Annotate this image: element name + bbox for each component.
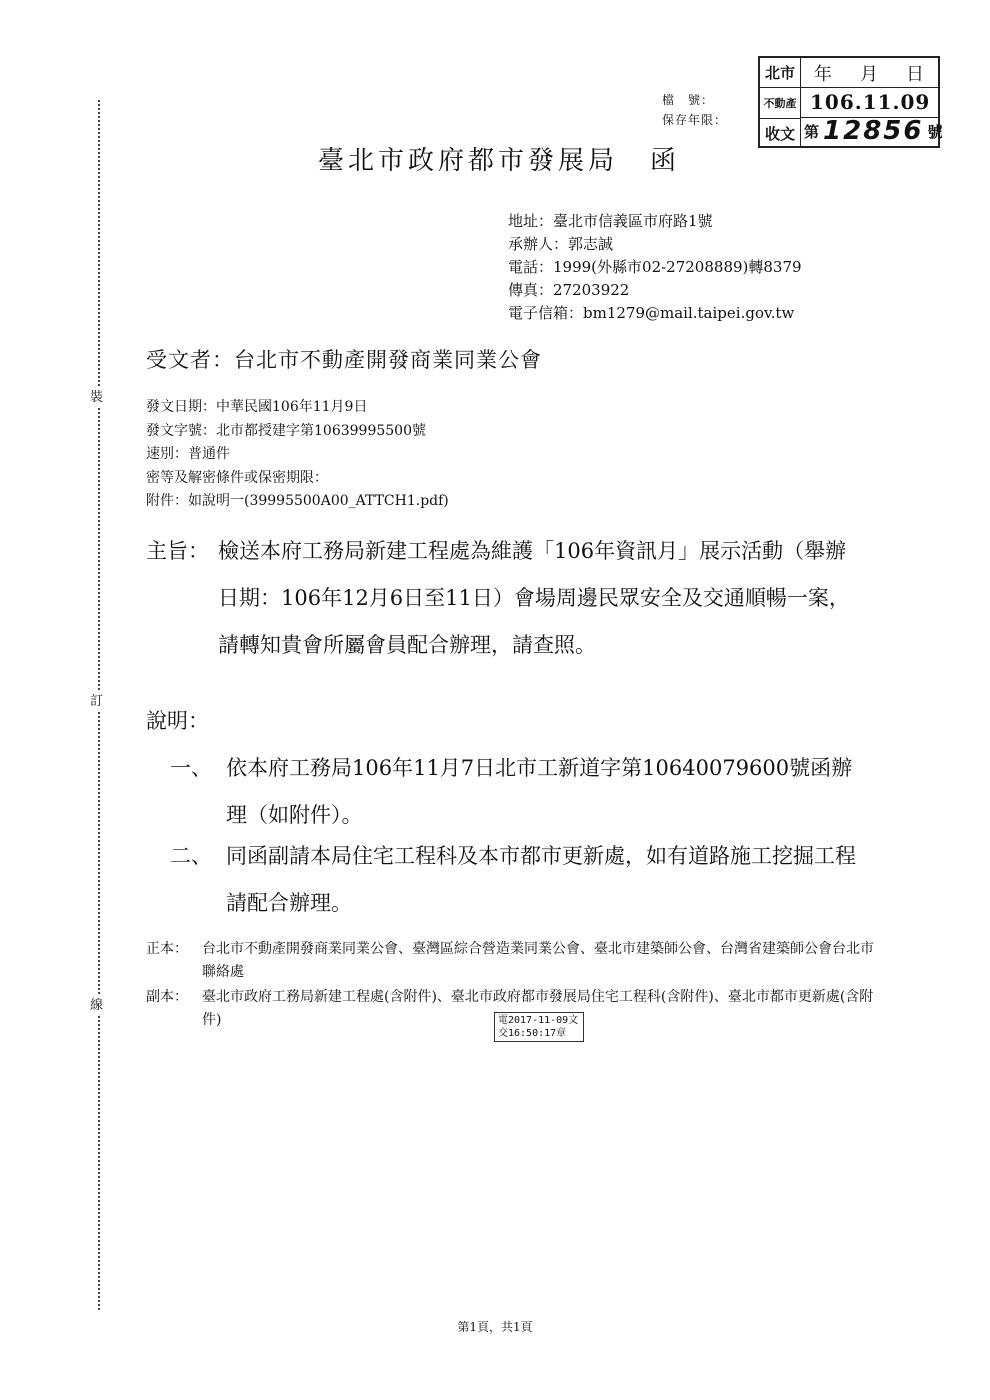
carbon-copy-text: 臺北市政府工務局新建工程處(含附件)、臺北市政府都市發展局住宅工程科(含附件)、臺北市都市更新處(含附件): [202, 989, 874, 1028]
stamp-month-label: 月: [860, 63, 878, 85]
stamp-cell-category: 不動產: [760, 88, 800, 118]
subject-text: 檢送本府工務局新建工程處為維護「106年資訊月」展示活動（舉辦日期：106年12月6日至11日）會場周邊民眾安全及交通順暢一案，請轉知貴會所屬會員配合辦理，請查照。: [218, 539, 850, 657]
explanation-item: [170, 833, 870, 927]
classification: 密等及解密條件或保密期限：: [146, 469, 328, 486]
recipient: 受文者：台北市不動產開發商業同業公會: [146, 348, 542, 372]
stamp-date-value: 106.11.09: [800, 87, 938, 117]
binding-char-zhuang: 裝: [90, 388, 103, 408]
explanation-item: [170, 745, 870, 839]
subject-section: [146, 528, 866, 669]
electronic-stamp-time: 交16:50:17章: [498, 1028, 567, 1039]
explanation-item-number: 一、: [170, 756, 212, 780]
file-number-label: 檔 號：: [662, 93, 715, 107]
stamp-number-prefix: 第: [804, 122, 820, 141]
retention-label: 保存年限：: [662, 113, 728, 127]
contact-info: [508, 210, 802, 325]
explanation-item-number: 二、: [170, 844, 212, 868]
carbon-copy-label: 副本：: [146, 989, 188, 1005]
issue-date: 發文日期：中華民國106年11月9日: [146, 399, 368, 415]
contact-address: 地址：臺北市信義區市府路1號: [508, 212, 713, 230]
document-number: 發文字號：北市都授建字第10639995500號: [146, 422, 426, 439]
urgency: 速別：普通件: [146, 446, 230, 462]
contact-phone: 電話：1999(外縣市02-27208889)轉8379: [508, 258, 802, 276]
contact-email: 電子信箱：bm1279@mail.taipei.gov.tw: [508, 304, 795, 322]
subject-label: 主旨：: [146, 539, 209, 563]
document-type: 函: [650, 146, 681, 176]
explanation-label: 說明：: [146, 709, 209, 733]
file-labels: [662, 90, 727, 130]
electronic-stamp-date: 電2017-11-09文: [498, 1015, 579, 1026]
document-meta: [146, 396, 449, 514]
contact-fax: 傳真：27203922: [508, 281, 630, 299]
stamp-cell-city: 北市: [760, 58, 800, 88]
stamp-date-header: [800, 58, 938, 88]
stamp-cell-receive: 收文: [764, 124, 795, 143]
main-copy-text: 台北市不動產開發商業同業公會、臺灣區綜合營造業同業公會、臺北市建築師公會、台灣省建築師公會台北市聯絡處: [202, 941, 874, 980]
document-title: [318, 140, 680, 177]
electronic-exchange-stamp: [494, 1012, 584, 1042]
explanation-item-text: 同函副請本局住宅工程科及本市都市更新處，如有道路施工挖掘工程請配合辦理。: [226, 844, 856, 915]
stamp-number-suffix: 號: [927, 122, 943, 141]
stamp-number-row: [800, 116, 943, 147]
stamp-day-label: 日: [906, 63, 924, 85]
binding-char-xian: 線: [90, 996, 103, 1016]
stamp-year-label: 年: [814, 63, 832, 85]
binding-char-ding: 訂: [90, 692, 103, 712]
contact-handler: 承辦人：郭志誠: [508, 235, 614, 253]
page-number: 第1頁，共1頁: [457, 1320, 533, 1334]
stamp-number: 12856: [823, 116, 924, 147]
stamp-left-column: [760, 58, 801, 146]
receipt-stamp: [758, 56, 943, 148]
main-copy: [146, 938, 876, 984]
main-copy-label: 正本：: [146, 941, 188, 957]
issuing-organization: 臺北市政府都市發展局: [318, 146, 619, 176]
explanation-item-text: 依本府工務局106年11月7日北市工新道字第10640079600號函辦理（如附件）。: [226, 756, 853, 827]
attachment: 附件：如說明一(39995500A00_ATTCH1.pdf): [146, 493, 449, 509]
